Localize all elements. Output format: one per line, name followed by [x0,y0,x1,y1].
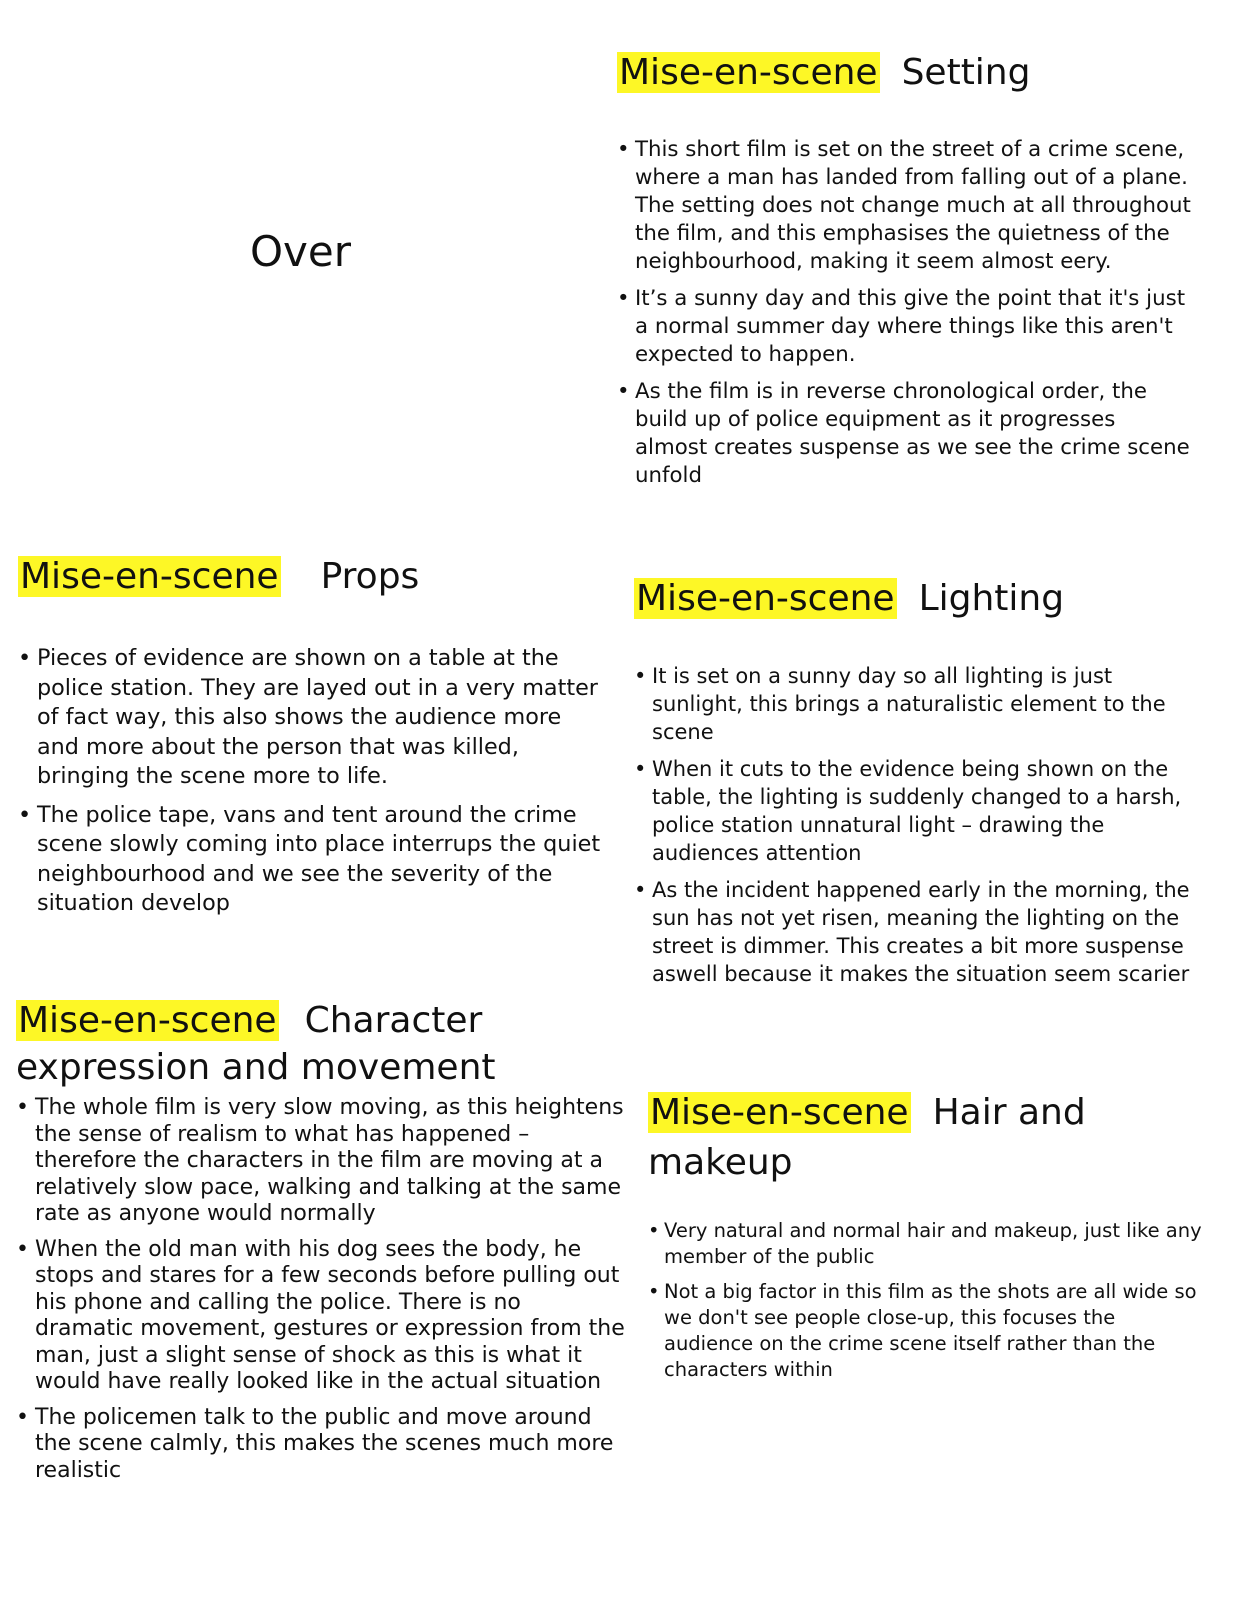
hair-makeup-topic-label: Hair and makeup [648,1092,1086,1183]
list-item: • The police tape, vans and tent around the crime scene slowly coming into place interrups the quiet neighbourhood and we see the severity of the situation develop [18,801,608,919]
list-item: • Pieces of evidence are shown on a table at the police station. They are layed out in a very matter of fact way, this also shows the audience more and more about the person that was killed, bringing the scene more to life. [18,644,608,792]
character-highlight-label: Mise-en-scene [18,1000,277,1041]
hair-makeup-heading [648,1088,1228,1188]
lighting-section [634,574,1224,997]
list-item: • The whole film is very slow moving, as this heightens the sense of realism to what has happened – therefore the characters in the film are moving at a relatively slow pace, walking and talking at the same rate as anyone would normally [16,1095,626,1228]
lighting-topic-label: Lighting [918,578,1065,619]
over-title: Over [250,227,352,276]
hair-makeup-bullet-list [648,1218,1208,1383]
character-topic-label: Character expression and movement [16,1000,496,1088]
setting-bullet-list [617,136,1192,490]
list-item: • Very natural and normal hair and makeup, just like any member of the public [648,1218,1208,1270]
props-topic-label: Props [320,556,420,597]
list-item: • It’s a sunny day and this give the point that it's just a normal summer day where things like this aren't expected to happen. [617,285,1192,369]
list-item: • It is set on a sunny day so all lighting is just sunlight, this brings a naturalistic element to the scene [634,662,1209,746]
list-item: • When it cuts to the evidence being shown on the table, the lighting is suddenly changed to a harsh, police station unnatural light – drawing the audiences attention [634,755,1209,867]
list-item: • The policemen talk to the public and move around the scene calmly, this makes the scenes much more realistic [16,1405,626,1485]
hair-makeup-section [648,1088,1228,1392]
character-bullet-list [16,1095,626,1484]
lighting-heading [634,574,1224,624]
setting-topic-label: Setting [901,52,1031,93]
setting-heading [617,48,1217,98]
props-highlight-label: Mise-en-scene [20,556,279,597]
setting-highlight-label: Mise-en-scene [619,52,878,93]
lighting-bullet-list [634,662,1209,988]
list-item: • As the film is in reverse chronological order, the build up of police equipment as it progresses almost creates suspense as we see the crime scene unfold [617,378,1192,490]
lighting-highlight-label: Mise-en-scene [636,578,895,619]
list-item: • As the incident happened early in the morning, the sun has not yet risen, meaning the lighting on the street is dimmer. This creates a bit more suspense aswell because it makes the situation seem scarier [634,876,1209,988]
props-heading [18,552,618,602]
character-heading [16,997,626,1091]
setting-section [617,48,1217,499]
character-section [16,997,626,1493]
props-bullet-list [18,644,608,919]
list-item: • Not a big factor in this film as the shots are all wide so we don't see people close-up, this focuses the audience on the crime scene itself rather than the characters within [648,1279,1208,1383]
hair-makeup-highlight-label: Mise-en-scene [650,1092,909,1133]
props-section [18,552,618,928]
list-item: • When the old man with his dog sees the body, he stops and stares for a few seconds before pulling out his phone and calling the police. There is no dramatic movement, gestures or expression from the man, just a slight sense of shock as this is what it would have really looked like in the actual situation [16,1237,626,1396]
list-item: • This short film is set on the street of a crime scene, where a man has landed from falling out of a plane. The setting does not change much at all throughout the film, and this emphasises the quietness of the neighbourhood, making it seem almost eery. [617,136,1192,276]
